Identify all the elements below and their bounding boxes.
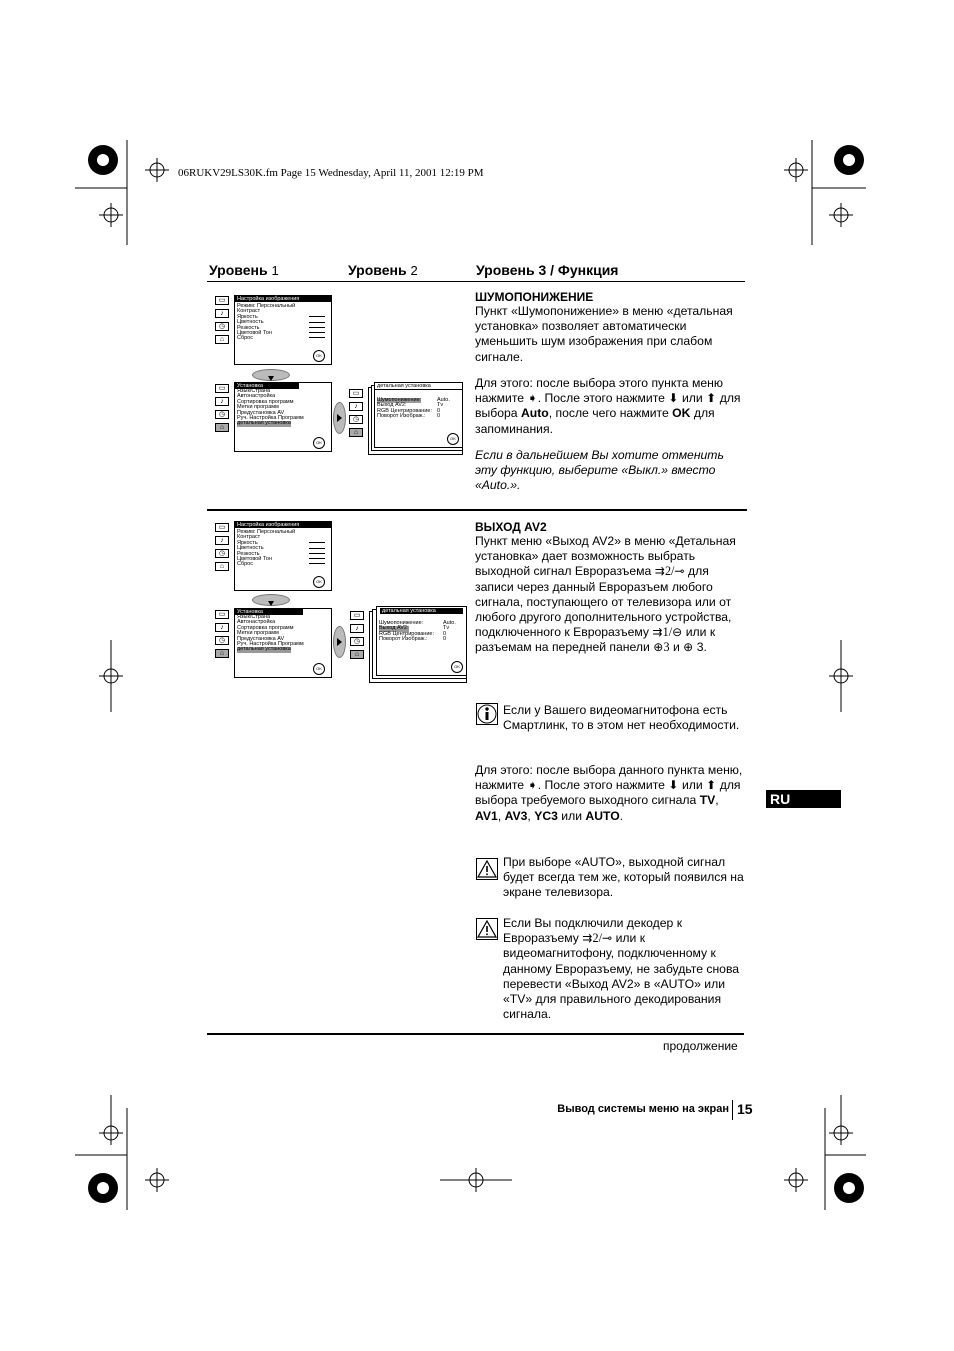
- detail-row-value: 0: [437, 407, 441, 414]
- menu-item: Резкость: [237, 324, 260, 331]
- text: для записи через данный Евроразъем любого сигнала, поступающего от телевизора или от любого другого дополнительного устройства, подключенного к Евроразъему: [475, 564, 732, 640]
- text: или: [681, 778, 703, 793]
- menu-item: Контраст: [237, 308, 261, 315]
- picture-menu-title: Настройка изображения: [235, 296, 331, 302]
- section-1-paragraph-2: [475, 376, 747, 437]
- right-arrow-icon: [333, 402, 346, 434]
- option-ok: OK: [672, 406, 691, 421]
- detail-row-value: Tv: [443, 625, 450, 632]
- setup-icon: ⌂: [215, 423, 229, 432]
- picture-icon: ▭: [215, 523, 229, 532]
- symbol-text: 1/: [662, 625, 673, 640]
- ok-button-icon: OK: [313, 350, 325, 362]
- timer-icon: ◷: [215, 636, 229, 645]
- ok-button-icon: OK: [313, 437, 325, 449]
- setup-menu-title: Установка: [235, 383, 299, 389]
- menu-icon-column: [215, 296, 231, 348]
- text: . После этого нажмите: [537, 391, 665, 406]
- level-2-number: 2: [410, 263, 418, 278]
- slider: [309, 553, 325, 554]
- warning-note-1: При выборе «AUTO», выходной сигнал будет всегда тем же, который появился на экране телевизора.: [503, 855, 744, 900]
- up-arrow-icon: ⬆: [706, 778, 717, 793]
- setup-menu: [234, 382, 332, 452]
- header-rule: [207, 281, 745, 282]
- menu-item: Предустановка AV: [237, 635, 285, 642]
- menu-item: Сортировка программ: [237, 398, 294, 405]
- text: или: [561, 808, 583, 823]
- option-av3: AV3: [504, 808, 528, 823]
- menu-diagram-1: [212, 295, 462, 460]
- right-arrow-icon: ➧: [527, 391, 538, 406]
- sound-icon: ♪: [215, 536, 229, 545]
- footer-divider: [732, 1100, 733, 1120]
- text: или: [681, 391, 703, 406]
- symbol-text: 3: [663, 640, 670, 655]
- menu-item: Резкость: [237, 550, 260, 557]
- right-arrow-icon: ➧: [527, 778, 538, 793]
- menu-item: Контраст: [237, 534, 261, 541]
- symbol-text: 2/: [664, 564, 675, 579]
- menu-item: Метки программ: [237, 404, 279, 411]
- text: для выбора требуемого выходного сигнала: [475, 778, 741, 808]
- sound-icon: ♪: [215, 309, 229, 318]
- timer-icon: ◷: [350, 637, 364, 646]
- scart-icon: ⇉: [654, 564, 665, 579]
- slider: [309, 322, 325, 323]
- page-number: 15: [737, 1101, 753, 1117]
- scart-1-symbol: [652, 625, 682, 639]
- warning-note-2: [503, 916, 747, 1022]
- option-av1: AV1: [475, 808, 498, 823]
- detail-row-value: Auto.: [437, 397, 450, 403]
- menu-item: Цветность: [237, 319, 264, 326]
- detail-row-label: RGB Центрирование:: [379, 630, 434, 637]
- symbol-text: 2/: [592, 931, 602, 946]
- level-1-label: Уровень: [209, 262, 268, 278]
- menu-item: Сброс: [237, 561, 253, 568]
- menu-item: Режим: Персональный: [237, 529, 296, 535]
- scart-2-symbol: [655, 564, 685, 578]
- input-icon: ⊕: [653, 640, 664, 655]
- menu-item: Язык/Страна: [237, 388, 271, 394]
- option-tv: TV: [699, 793, 716, 808]
- option-yc3: YC3: [534, 808, 558, 823]
- slider: [309, 548, 325, 549]
- menu-icon-column: [215, 610, 231, 662]
- rgb-icon: ⊖: [672, 625, 683, 640]
- setup-icon: ⌂: [215, 335, 229, 344]
- level-1-header: [209, 262, 279, 278]
- ok-button-icon: OK: [313, 576, 325, 588]
- sound-icon: ♪: [215, 397, 229, 406]
- detail-row-value: 0: [443, 636, 447, 643]
- picture-icon: ▭: [215, 610, 229, 619]
- menu-icon-column: [215, 523, 231, 575]
- text: . После этого нажмите: [537, 778, 665, 793]
- print-header: 06RUKV29LS30K.fm Page 15 Wednesday, April 11, 2001 12:19 PM: [178, 167, 484, 179]
- up-arrow-icon: ⬆: [706, 391, 717, 406]
- slider: [309, 337, 325, 338]
- menu-item: Цветовой Тон: [237, 330, 272, 337]
- s-input-icon: ⊕: [683, 640, 694, 655]
- detail-row-value: Auto.: [443, 620, 456, 626]
- section-2-paragraph-1: [475, 534, 747, 656]
- footer-section-title: Вывод системы меню на экран: [557, 1103, 729, 1115]
- text: и: [672, 640, 680, 655]
- menu-item: Цветовой Тон: [237, 556, 272, 563]
- scart-icon: ⇉: [652, 625, 663, 640]
- front-input-3-symbol: [653, 640, 669, 654]
- level-3-header: Уровень 3 / Функция: [476, 262, 619, 278]
- slider: [309, 558, 325, 559]
- text: , после чего нажмите: [548, 406, 669, 421]
- detail-row-label: Поворот Изображ.:: [379, 636, 428, 643]
- picture-menu-title: Настройка изображения: [235, 522, 331, 528]
- down-arrow-icon: ⬇: [668, 778, 679, 793]
- menu-diagram-2: [212, 521, 472, 686]
- slider: [309, 563, 325, 564]
- warning-icon: [476, 858, 498, 880]
- menu-item: Руч. Настройка Программ: [237, 641, 304, 648]
- detail-row-label: RGB Центрирование:: [377, 407, 432, 414]
- text: Пункт меню «Выход AV2» в меню «Детальная установка» дает возможность выбрать выходной сигнал Евроразъема: [475, 534, 736, 579]
- timer-icon: ◷: [215, 322, 229, 331]
- slider: [309, 542, 325, 543]
- menu-item: Предустановка AV: [237, 409, 285, 416]
- ok-button-icon: OK: [451, 661, 463, 673]
- menu-item: Автонастройка: [237, 393, 276, 400]
- sound-icon: ♪: [349, 402, 363, 411]
- menu-icon-column: [350, 611, 366, 663]
- setup-menu: [234, 608, 332, 678]
- detail-menu: [374, 382, 463, 448]
- detail-menu-title: детальная установка: [380, 608, 463, 614]
- detail-menu: [376, 606, 467, 676]
- menu-item-selected: детальная установка: [237, 420, 291, 427]
- menu-item: Сортировка программ: [237, 624, 294, 631]
- s-video-icon: ⊸: [674, 564, 685, 579]
- down-arrow-icon: [252, 369, 290, 381]
- level-1-number: 1: [271, 263, 279, 278]
- section-1-title: ШУМОПОНИЖЕНИЕ: [475, 290, 594, 304]
- menu-item: Яркость: [237, 539, 258, 546]
- sound-icon: ♪: [350, 624, 364, 633]
- down-arrow-icon: [252, 594, 290, 606]
- picture-menu: [234, 295, 332, 365]
- scart-icon: ⇉: [582, 931, 593, 946]
- timer-icon: ◷: [215, 410, 229, 419]
- menu-item: Руч. Настройка Программ: [237, 415, 304, 422]
- picture-icon: ▭: [215, 384, 229, 393]
- menu-item-selected: детальная установка: [237, 646, 291, 653]
- text: 3.: [696, 640, 707, 655]
- picture-icon: ▭: [349, 389, 363, 398]
- menu-item: Язык/Страна: [237, 614, 271, 620]
- text: Если Вы подключили декодер к Евроразъему: [503, 916, 683, 946]
- setup-menu-title: Установка: [235, 609, 303, 615]
- slider: [309, 327, 325, 328]
- detail-row-value: 0: [437, 413, 441, 420]
- warning-icon: [476, 918, 498, 940]
- setup-icon: ⌂: [349, 428, 363, 437]
- timer-icon: ◷: [349, 415, 363, 424]
- menu-item: Яркость: [237, 313, 258, 320]
- detail-row-label: Шумопонижение:: [379, 620, 424, 626]
- level-2-header: [348, 262, 418, 278]
- detail-menu-title: детальная установка: [375, 383, 462, 390]
- text: для запоминания.: [475, 406, 715, 436]
- language-tab: RU: [766, 790, 841, 808]
- detail-row-label: Шумопонижение:: [377, 397, 422, 403]
- info-icon: [476, 703, 498, 725]
- detail-row-label: Выход AV2:: [379, 625, 409, 632]
- picture-menu: [234, 521, 332, 591]
- menu-icon-column: [349, 389, 365, 441]
- text: Для этого: после выбора этого пункта меню нажмите: [475, 376, 723, 406]
- s-video-icon: ⊸: [602, 931, 613, 946]
- continuation-label: продолжение: [663, 1039, 738, 1053]
- menu-icon-column: [215, 384, 231, 436]
- slider: [309, 332, 325, 333]
- detail-row-label: Поворот Изображ.:: [377, 413, 426, 420]
- right-arrow-icon: [333, 626, 346, 658]
- text: для выбора: [475, 391, 741, 421]
- ok-button-icon: OK: [313, 663, 325, 675]
- setup-icon: ⌂: [350, 650, 364, 659]
- bottom-rule: [207, 1033, 744, 1035]
- menu-item: Цветность: [237, 545, 264, 552]
- option-auto: Auto: [520, 406, 549, 421]
- menu-item: Режим: Персональный: [237, 303, 296, 309]
- section-2-paragraph-2: Для этого: после выбора данного пункта меню, нажмите ➧. После этого нажмите ⬇ или ⬆ для выбора требуемого выходного сигнала TV, AV1, AV3, YC3 или AUTO.: [475, 763, 743, 823]
- section-1-paragraph-1: Пункт «Шумопонижение» в меню «детальная установка» позволяет автоматически уменьшить шум изображения при слабом сигнале.: [475, 304, 733, 364]
- text: или к разъемам на передней панели: [475, 625, 716, 655]
- detail-row-value: 0: [443, 630, 447, 637]
- slider: [309, 316, 325, 317]
- detail-row-label: Выход AV2:: [377, 402, 407, 409]
- level-2-label: Уровень: [348, 262, 407, 278]
- picture-icon: ▭: [215, 296, 229, 305]
- down-arrow-icon: ⬇: [668, 391, 679, 406]
- menu-item: Автонастройка: [237, 619, 276, 626]
- picture-icon: ▭: [350, 611, 364, 620]
- menu-item: Сброс: [237, 335, 253, 342]
- scart-2-symbol: [582, 931, 612, 945]
- detail-row-value: Tv: [437, 402, 444, 409]
- text: Для этого: после выбора данного пункта меню, нажмите: [475, 763, 743, 793]
- sound-icon: ♪: [215, 623, 229, 632]
- timer-icon: ◷: [215, 549, 229, 558]
- option-auto: AUTO: [585, 808, 620, 823]
- section-divider: [207, 509, 747, 511]
- text: или к видеомагнитофону, подключенному к данному Евроразъему, не забудьте снова перевести «Выход AV2» в «AUTO» или «TV» для правильного декодирования сигнала.: [503, 931, 740, 1022]
- setup-icon: ⌂: [215, 562, 229, 571]
- section-1-paragraph-3: Если в дальнейшем Вы хотите отменить эту функцию, выберите «Выкл.» вместо «Auto.».: [475, 448, 724, 493]
- menu-item: Метки программ: [237, 630, 279, 637]
- setup-icon: ⌂: [215, 649, 229, 658]
- info-note: Если у Вашего видеомагнитофона есть Смартлинк, то в этом нет необходимости.: [503, 703, 740, 733]
- section-2-title: ВЫХОД AV2: [475, 520, 547, 534]
- ok-button-icon: OK: [447, 433, 459, 445]
